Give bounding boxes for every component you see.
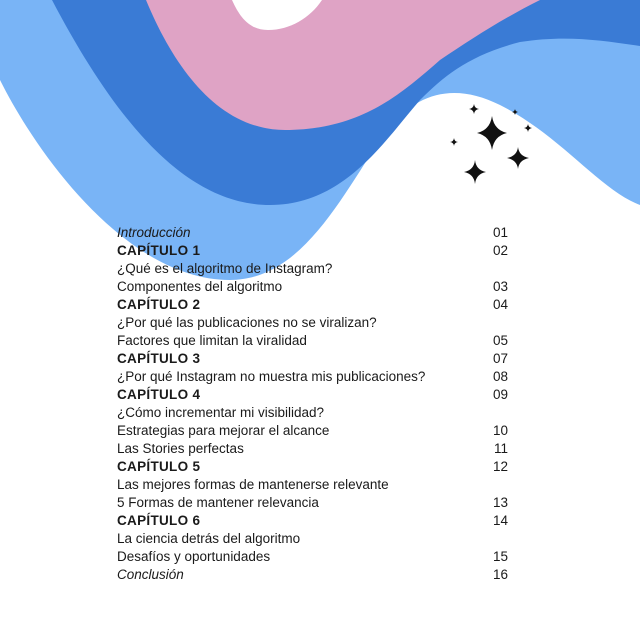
- chapter-heading: CAPÍTULO 6: [117, 513, 201, 528]
- toc-chapter-row[interactable]: [117, 242, 512, 260]
- chapter-heading: CAPÍTULO 5: [117, 459, 201, 474]
- toc-chapter-row[interactable]: [117, 386, 512, 404]
- toc-row[interactable]: [117, 260, 512, 278]
- toc-entry-label: Estrategias para mejorar el alcance: [117, 423, 330, 438]
- toc-entry-label: Desafíos y oportunidades: [117, 549, 271, 564]
- toc-chapter-row[interactable]: [117, 458, 512, 476]
- page-number: 15: [492, 549, 508, 564]
- chapter-heading: CAPÍTULO 1: [117, 243, 201, 258]
- page-number: 05: [492, 333, 508, 348]
- sparkle-icon: [524, 124, 532, 132]
- toc-row[interactable]: [117, 530, 512, 548]
- toc-row[interactable]: [117, 494, 512, 512]
- page-number: 13: [492, 495, 508, 510]
- toc-entry-label: ¿Cómo incrementar mi visibilidad?: [117, 405, 325, 420]
- page-number: 10: [492, 423, 508, 438]
- sparkle-icon: [464, 160, 486, 184]
- toc-chapter-row[interactable]: [117, 296, 512, 314]
- toc-row[interactable]: [117, 548, 512, 566]
- page-number: 03: [492, 279, 508, 294]
- toc-entry-label: ¿Por qué las publicaciones no se viralizan?: [117, 315, 377, 330]
- page-number: 07: [492, 351, 508, 366]
- page-number: 01: [492, 225, 508, 240]
- toc-chapter-row[interactable]: [117, 350, 512, 368]
- page-number: 09: [492, 387, 508, 402]
- toc-chapter-row[interactable]: [117, 512, 512, 530]
- chapter-heading: CAPÍTULO 3: [117, 351, 201, 366]
- toc-row[interactable]: [117, 314, 512, 332]
- page-number: 02: [492, 243, 508, 258]
- toc-entry-label: Componentes del algoritmo: [117, 279, 283, 294]
- toc-entry-label: Conclusión: [117, 567, 184, 582]
- toc-row[interactable]: [117, 476, 512, 494]
- table-of-contents: [117, 224, 512, 584]
- toc-entry-label: Factores que limitan la viralidad: [117, 333, 307, 348]
- toc-row[interactable]: [117, 422, 512, 440]
- toc-row[interactable]: [117, 368, 512, 386]
- toc-entry-label: ¿Qué es el algoritmo de Instagram?: [117, 261, 333, 276]
- toc-entry-label: Introducción: [117, 225, 191, 240]
- sparkle-icon: [469, 104, 479, 114]
- toc-row[interactable]: [117, 332, 512, 350]
- toc-entry-label: ¿Por qué Instagram no muestra mis publicaciones?: [117, 369, 426, 384]
- toc-row[interactable]: [117, 440, 512, 458]
- page-number: 12: [492, 459, 508, 474]
- page-number: 04: [492, 297, 508, 312]
- toc-entry-label: 5 Formas de mantener relevancia: [117, 495, 319, 510]
- page-number: 14: [492, 513, 508, 528]
- page-number: 08: [492, 369, 508, 384]
- page-number: 11: [493, 441, 508, 456]
- sparkle-icon: [450, 138, 458, 146]
- toc-entry-label: Las Stories perfectas: [117, 441, 244, 456]
- sparkle-icon: [507, 147, 529, 169]
- toc-row[interactable]: [117, 566, 512, 584]
- chapter-heading: CAPÍTULO 2: [117, 297, 201, 312]
- chapter-heading: CAPÍTULO 4: [117, 387, 201, 402]
- toc-entry-label: Las mejores formas de mantenerse relevante: [117, 477, 389, 492]
- toc-row[interactable]: [117, 404, 512, 422]
- toc-row[interactable]: [117, 224, 512, 242]
- page-number: 16: [492, 567, 508, 582]
- toc-row[interactable]: [117, 278, 512, 296]
- toc-entry-label: La ciencia detrás del algoritmo: [117, 531, 301, 546]
- sparkle-icon: [477, 116, 507, 150]
